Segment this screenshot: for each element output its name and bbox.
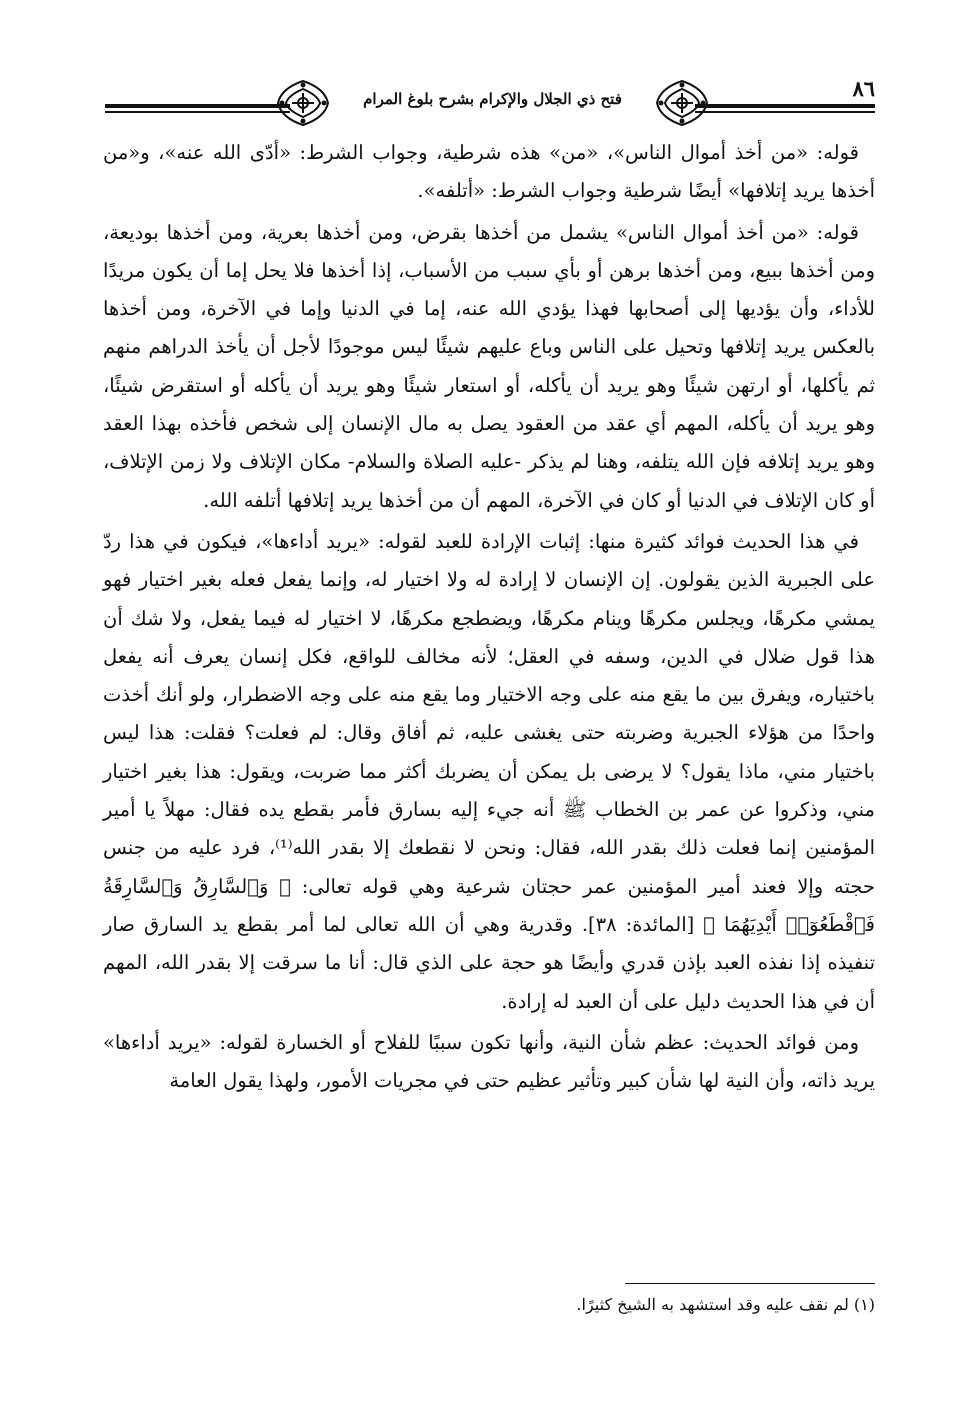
page-number: ٨٦ [852, 76, 875, 101]
ornament-left-icon [274, 78, 332, 128]
header-title-frame [290, 76, 695, 120]
page-header [105, 62, 875, 124]
page-body [103, 134, 875, 1100]
footnote: (١) لم نقف عليه وقد استشهد به الشيخ كثيرًا. [576, 1295, 875, 1314]
book-title: فتح ذي الجلال والإكرام بشرح بلوغ المرام [363, 90, 622, 108]
ornament-right-icon [653, 78, 711, 128]
paragraph-3: في هذا الحديث فوائد كثيرة منها: إثبات الإرادة للعبد لقوله: «يريد أداءها»، فيكون في هذا ردّ على الجبرية الذين يقولون. إن الإنسان لا إرادة له ولا اختيار له، وإنما يفعل فعله بغير اختيار فهو يمشي مكرهًا، ويجلس مكرهًا وينام مكرهًا، ويضطجع مكرهًا، لا اختيار له فيما يفعل، ولا شك أن هذا قول ضلال في الدين، وسفه في العقل؛ لأنه مخالف للواقع، فكل إنسان يعرف أنه يفعل باختياره، ويفرق بين ما يقع منه على وجه الاختيار وما يقع منه على وجه الاضطرار، ولو أنك أخذت واحدًا من هؤلاء الجبرية وضربته حتى يغشى عليه، ثم أفاق وقال: لم فعلت؟ فقلت: هذا ليس باختيار مني، ماذا يقول؟ لا يرضى بل يمكن أن يضربك أكثر مما ضربت، ويقول: هذا بغير اختيار مني، وذكروا عن عمر بن الخطاب ﷺ أنه جيء إليه بسارق فأمر بقطع يده فقال: مهلاً يا أمير المؤمنين إنما فعلت ذلك بقدر الله، فقال: ونحن لا نقطعك إلا بقدر الله⁽¹⁾، فرد عليه من جنس حجته وإلا فعند أمير المؤمنين عمر حجتان شرعية وهي قوله تعالى: ﴿ وَٱلسَّارِقُ وَٱلسَّارِقَةُ فَٱقْطَعُوٓا۟ أَيْدِيَهُمَا ﴾ [المائدة: ٣٨]. وقدرية وهي أن الله تعالى لما أمر بقطع يد السارق صار تنفيذه إذا نفذه العبد بإذن قدري وأيضًا هو حجة على الذي قال: أنا ما سرقت إلا بقدر الله، المهم أن في هذا الحديث دليل على أن العبد له إرادة. [103, 529, 875, 1013]
paragraph-1: قوله: «من أخذ أموال الناس»، «من» هذه شرطية، وجواب الشرط: «أدّى الله عنه»، و«من أخذها يريد إتلافها» أيضًا شرطية وجواب الشرط: «أتلفه». [103, 141, 875, 203]
paragraph-2: قوله: «من أخذ أموال الناس» يشمل من أخذها بقرض، ومن أخذها بعرية، ومن أخذها بوديعة، ومن أخذها ببيع، ومن أخذها برهن أو بأي سبب من الأسباب، إذا أخذها فلا يحل إما أن يكون مريدًا للأداء، وأن يؤديها إلى أصحابها فهذا يؤدي الله عنه، إما في الدنيا وإما في الآخرة، ومن أخذها بالعكس يريد إتلافها وتحيل على الناس وباع عليهم شيئًا ليس موجودًا لأجل أن يأخذ الدراهم منهم ثم يأكلها، أو ارتهن شيئًا وهو يريد أن يأكله، أو استعار شيئًا وهو يريد أن يأكله أو استقرض شيئًا، وهو يريد أن يأكله، المهم أي عقد من العقود يصل به مال الإنسان إلى شخص فأخذه بهذا العقد وهو يريد إتلافه فإن الله يتلفه، وهنا لم يذكر -عليه الصلاة والسلام- مكان الإتلاف ولا زمن الإتلاف، أو كان الإتلاف في الدنيا أو كان في الآخرة، المهم أن من أخذها يريد إتلافها أتلفه الله. [103, 220, 875, 512]
paragraph-4: ومن فوائد الحديث: عظم شأن النية، وأنها تكون سببًا للفلاح أو الخسارة لقوله: «يريد أداءها» يريد ذاته، وأن النية لها شأن كبير وتأثير عظيم حتى في مجريات الأمور، ولهذا يقول العامة [103, 1030, 875, 1093]
footnote-divider [625, 1283, 875, 1284]
